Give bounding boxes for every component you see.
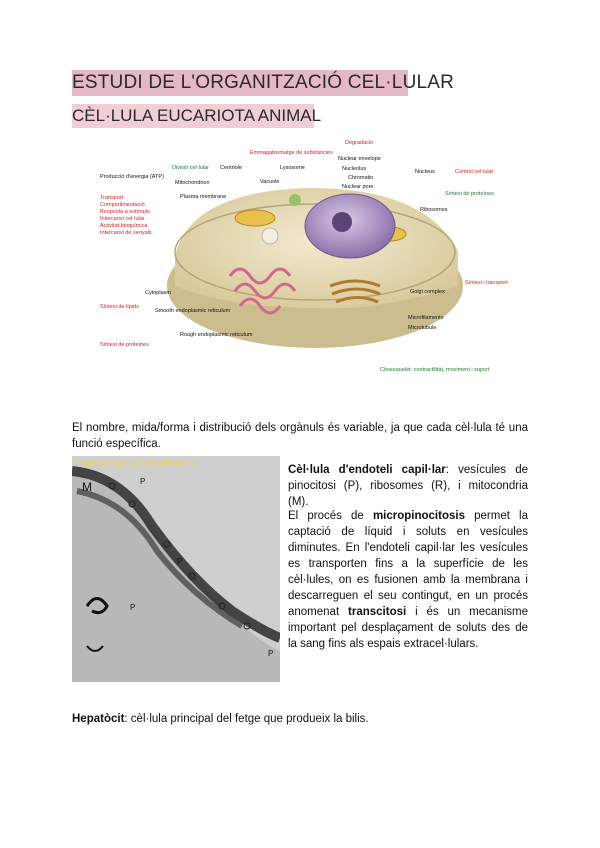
label-transport: Transport [100,195,124,201]
mitochondrion-shape [235,210,275,226]
mark-p3: P [130,603,136,612]
label-divisio: Divisió cel·lular [172,165,209,171]
label-vacuole: Vacuole [260,179,280,185]
label-mitochondrion: Mitochondrion [175,180,210,186]
hepatocit-rest: : cèl·lula principal del fetge que produeix la bilis. [124,713,369,725]
animal-cell-diagram [80,136,520,380]
mark-p1: P [140,477,146,486]
label-activitat: Activitat bioquímica [100,223,148,229]
vacuole-shape [262,228,278,244]
label-cytoskeleton: Citoesquelet: contractilitat, moviment i suport [380,367,490,373]
label-produccio: Producció d'energia (ATP) [100,174,164,180]
heading-organitzacio: ESTUDI DE L'ORGANITZACIÓ CEL·LULAR [72,70,408,96]
process-paragraph [288,508,528,652]
label-resposta: Resposta a estímuls [100,209,150,215]
hepatocit-term: Hepatòcit [72,713,125,725]
process-term-transcitosi: transcitosi [348,606,407,618]
label-rough-er: Rough endoplasmic reticulum [180,332,253,338]
mark-m: M [82,480,92,494]
label-plasma-membrane: Plasma membrane [180,194,227,200]
label-nucleus: Nucleus [415,169,435,175]
label-sintesi-proteins2: Síntesi de proteïnes [100,342,149,348]
label-control: Control cel·lular [455,169,494,175]
label-intercanvi-senyals: Intercanvi de senyals [100,230,152,236]
label-centriole: Centriole [220,165,243,171]
endothelial-paragraph [288,462,528,510]
label-nucleolus: Nucleolus [342,166,367,172]
lysosome-shape [289,194,301,206]
label-nuclear-pore: Nuclear pore [342,184,374,190]
mark-p2: P [177,557,183,566]
label-compartimentacio: Compartimentació [100,202,145,208]
mark-p4: P [268,649,274,658]
process-text-2: permet la captació de líquid i soluts en vesícules diminutes. En l'endoteli capil·lar les vesícules es transporten fins a la superfície de les cèl·lules, on es fusionen amb la membrana i descarreguen el seu contingut, en un procés anomenat [288,510,528,618]
endothelial-rest: : vesícules de pinocitosi (P), ribosomes (R), i mitocondria (M). [288,464,528,508]
label-cytoplasm: Cytoplasm [145,290,171,296]
label-sintesi-lipids: Síntesi de lípids [100,304,139,310]
hepatocit-paragraph [72,711,528,727]
label-intercanvi: Intercanvi cel·lular [100,216,145,222]
label-microfilaments: Microfilaments [408,315,444,321]
label-sintesi-proteines: Síntesi de proteïnes [445,191,494,197]
label-nuclear-envelope: Nuclear envelope [338,156,381,162]
endothelial-term: Cèl·lula d'endoteli capil·lar [288,464,446,476]
label-microtubule: Microtubule [408,325,437,331]
label-emmagatzematge: Emmagatzematge de substàncies [250,150,333,156]
micrograph-caption: Figure 30 Capillary endothelial cell [76,458,199,467]
label-sintesi-transport: Síntesi i transport [465,280,508,286]
process-term-micropinocitosis: micropinocitosis [372,510,465,522]
label-golgi: Golgi complex [410,289,445,295]
process-text-3: i és un mecanisme important pel desplaçament de soluts des de la sang fins als espais extracel·lulars. [288,606,528,650]
label-degradacio: Degradació [345,140,374,146]
label-ribosomes: Ribosomes [420,207,448,213]
capillary-micrograph [72,456,280,682]
process-text-1: El procés de [288,510,373,522]
heading-eucariota: CÈL·LULA EUCARIOTA ANIMAL [72,104,314,128]
nucleolus-shape [332,212,352,232]
intro-paragraph: El nombre, mida/forma i distribució dels orgànuls és variable, ja que cada cèl·lula té una funció específica. [72,422,528,450]
label-lysosome: Lysosome [280,165,305,171]
label-smooth-er: Smooth endoplasmic reticulum [155,308,231,314]
label-chromatin: Chromatin [348,175,374,181]
